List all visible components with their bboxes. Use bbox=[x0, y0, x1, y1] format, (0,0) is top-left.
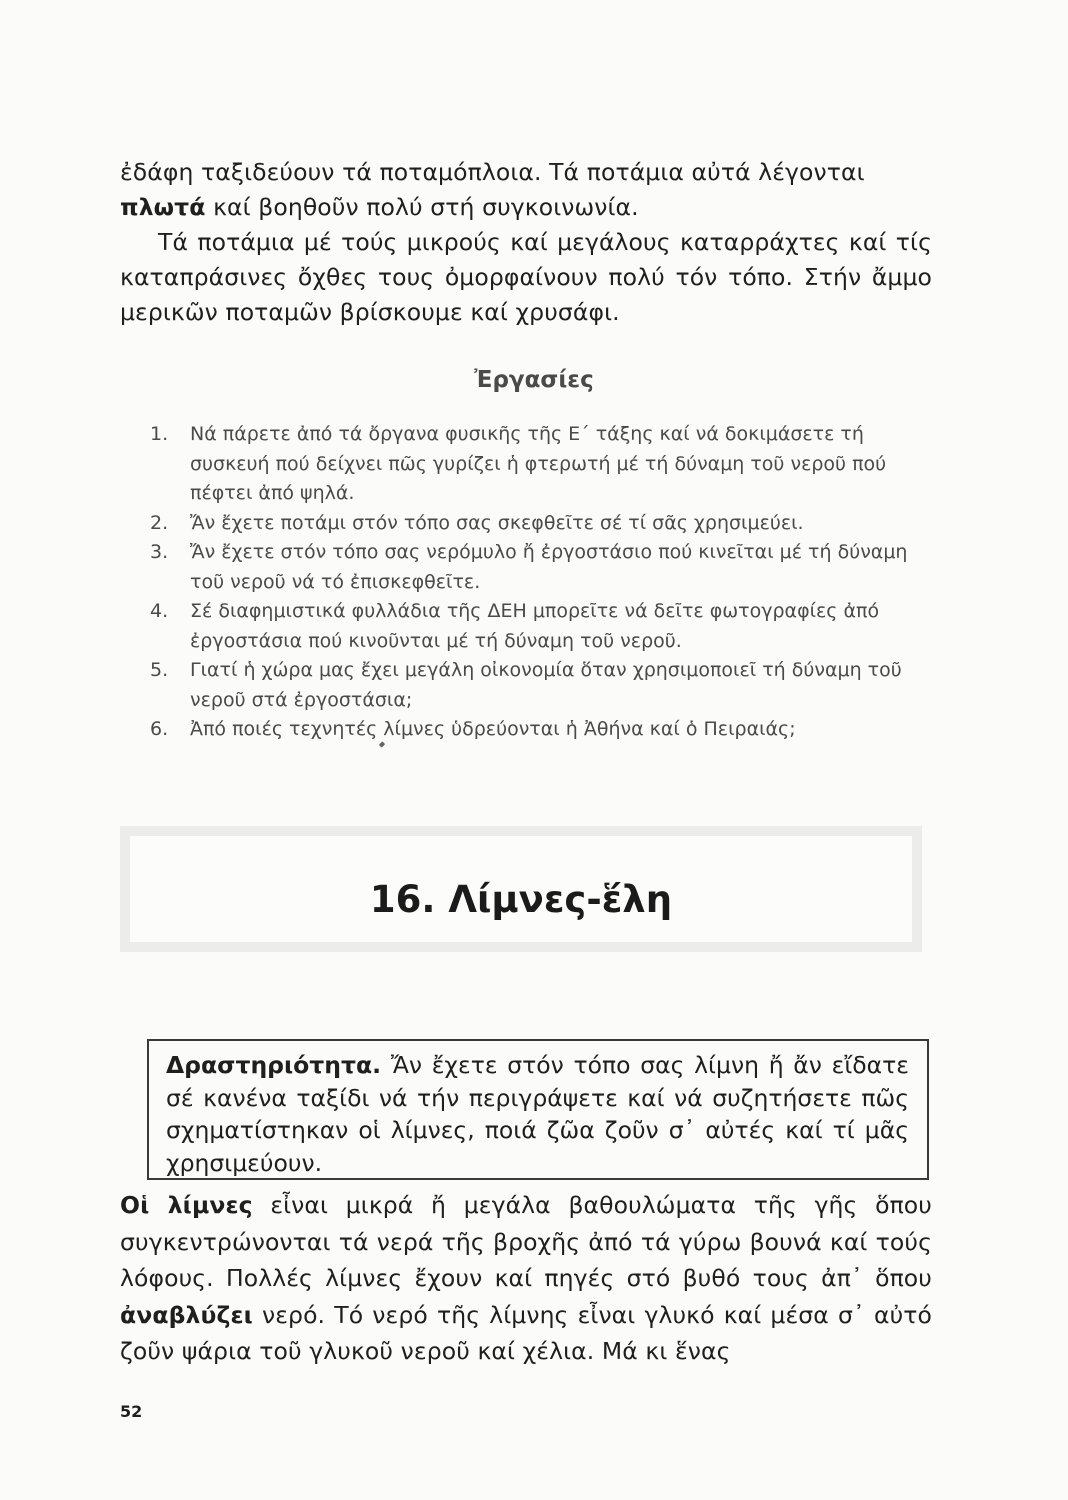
exercises-list bbox=[150, 420, 910, 745]
print-speck bbox=[379, 741, 385, 747]
exercise-item bbox=[150, 597, 910, 656]
exercises-heading: Ἐργασίες bbox=[474, 367, 594, 393]
exercise-text: Ἄν ἔχετε ποτάμι στόν τόπο σας σκεφθεῖτε σέ τί σᾶς χρησιμεύει. bbox=[190, 511, 804, 534]
rivers-paragraph bbox=[120, 225, 932, 330]
chapter-title-box bbox=[120, 826, 922, 952]
exercise-number: 4. bbox=[150, 600, 169, 622]
exercise-text: Σέ διαφημιστικά φυλλάδια τῆς ΔΕΗ μπορεῖτε νά δεῖτε φωτογραφίες ἀπό ἐργοστάσια πού κινοῦνται μέ τή δύναμη τοῦ νεροῦ. bbox=[190, 600, 880, 652]
activity-box bbox=[147, 1039, 929, 1180]
term-navigable: πλωτά bbox=[120, 193, 206, 221]
exercise-number: 5. bbox=[150, 659, 169, 681]
lakes-paragraph bbox=[120, 1187, 932, 1370]
activity-text: Ἄν ἔχετε στόν τόπο σας λίμνη ἤ ἄν εἴδατε σέ κανένα ταξίδι νά τήν περιγράψετε καί νά συζητήσετε πῶς σχηματίστηκαν οἱ λίμνες, ποιά ζῶα ζοῦν σ᾽ αὐτές καί τί μᾶς χρησιμεύουν. bbox=[166, 1051, 909, 1177]
activity-label: Δραστηριότητα. bbox=[166, 1051, 382, 1079]
term-springs-up: ἀναβλύζει bbox=[120, 1300, 253, 1329]
exercise-item bbox=[150, 509, 910, 539]
exercise-text: Γιατί ἡ χώρα μας ἔχει μεγάλη οἰκονομία ὅταν χρησιμοποιεῖ τή δύναμη τοῦ νεροῦ στά ἐργοστάσια; bbox=[190, 659, 902, 711]
exercise-item bbox=[150, 420, 910, 509]
exercise-number: 6. bbox=[150, 718, 169, 740]
rivers-text: Τά ποτάμια μέ τούς μικρούς καί μεγάλους καταρράχτες καί τίς καταπράσινες ὄχθες τους ὀμορφαίνουν πολύ τόν τόπο. Στήν ἄμμο μερικῶν ποταμῶν βρίσκουμε καί χρυσάφι. bbox=[120, 228, 932, 326]
intro-line-2: καί βοηθοῦν πολύ στή συγκοινωνία. bbox=[205, 193, 639, 221]
chapter-title: 16. Λίμνες-ἕλη bbox=[369, 878, 673, 921]
exercise-item bbox=[150, 538, 910, 597]
intro-paragraph bbox=[120, 155, 932, 225]
lakes-text-1: εἶναι μικρά ἤ μεγάλα βαθουλώματα τῆς γῆς ὅπου συγκεντρώνονται τά νερά τῆς βροχῆς ἀπό τά γύρω βουνά καί τούς λόφους. Πολλές λίμνες ἔχουν καί πηγές στό βυθό τους ἀπ᾽ ὅπου bbox=[120, 1191, 932, 1292]
exercise-text: Ἀπό ποιές τεχνητές λίμνες ὑδρεύονται ἡ Ἀθήνα καί ὁ Πειραιάς; bbox=[190, 718, 796, 740]
term-lakes: Οἱ λίμνες bbox=[120, 1191, 253, 1219]
lakes-text-2: νερό. Τό νερό τῆς λίμνης εἶναι γλυκό καί μέσα σ᾽ αὐτό ζοῦν ψάρια τοῦ γλυκοῦ νεροῦ καί χέλια. Μά κι ἕνας bbox=[120, 1300, 932, 1365]
page-number: 52 bbox=[120, 1402, 143, 1421]
exercise-text: Νά πάρετε ἀπό τά ὄργανα φυσικῆς τῆς Ε΄ τάξης καί νά δοκιμάσετε τή συσκευή πού δείχνει πῶς γυρίζει ἡ φτερωτή μέ τή δύναμη τοῦ νεροῦ πού πέφτει ἀπό ψηλά. bbox=[190, 423, 887, 504]
exercise-item bbox=[150, 656, 910, 715]
exercise-text: Ἄν ἔχετε στόν τόπο σας νερόμυλο ἤ ἐργοστάσιο πού κινεῖται μέ τή δύναμη τοῦ νεροῦ νά τό ἐπισκεφθεῖτε. bbox=[190, 541, 908, 593]
exercise-item bbox=[150, 715, 910, 745]
exercise-number: 1. bbox=[150, 423, 169, 445]
intro-line-1: ἐδάφη ταξιδεύουν τά ποταμόπλοια. Τά ποτάμια αὐτά λέγονται bbox=[120, 158, 865, 186]
exercise-number: 2. bbox=[150, 511, 169, 534]
exercise-number: 3. bbox=[150, 541, 169, 563]
